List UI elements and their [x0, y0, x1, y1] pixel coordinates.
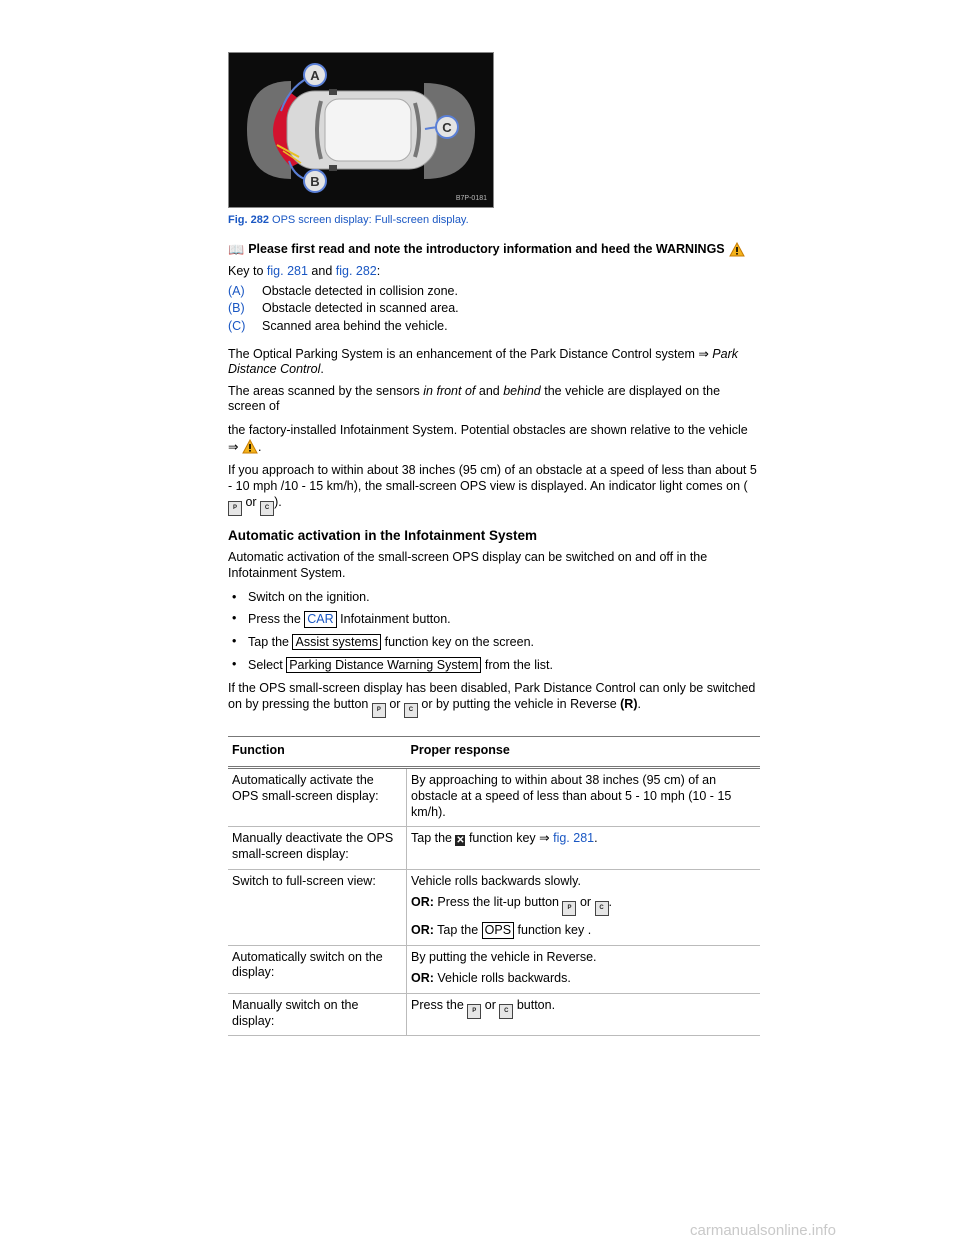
assist-systems-key[interactable]: Assist systems [292, 634, 381, 650]
key-text: Scanned area behind the vehicle. [262, 318, 448, 333]
camera-button-icon: C [499, 1004, 513, 1019]
para4-end: ). [274, 494, 282, 509]
svg-text:B: B [310, 174, 320, 189]
resp-line [411, 922, 756, 939]
section-para: Automatic activation of the small-screen OPS display can be switched on and off in the Infotainment System. [228, 550, 708, 580]
disabled-pre: If the OPS small-screen display has been disabled, Park Distance Control can only be switched on by pressing the button [228, 681, 756, 711]
section-title: Automatic activation in the Infotainment System [228, 527, 538, 543]
car-button[interactable]: CAR [304, 611, 336, 627]
step-text: Switch on the ignition. [248, 589, 370, 604]
resp-end: . [608, 895, 613, 910]
label-b-marker [304, 170, 326, 192]
step-text [248, 657, 553, 674]
park-assist-button-icon: P [228, 501, 242, 516]
key-letter: (A) [228, 283, 245, 298]
response-table [228, 736, 760, 1037]
para3-end: . [257, 439, 262, 454]
response-cell: By approaching to within about 38 inches (95 cm) of an obstacle at a speed of less than about 5 - 10 mph (10 - 15 km/h). [407, 768, 761, 827]
key-intro-post: : [376, 264, 381, 278]
key-text: Obstacle detected in collision zone. [262, 283, 458, 298]
resp-or: or [481, 998, 500, 1012]
intro-notice [228, 242, 760, 258]
step-text [248, 611, 451, 628]
step-item [228, 590, 760, 606]
resp-post: function key ⇒ [465, 831, 554, 846]
para-disabled [228, 681, 760, 718]
function-cell: Switch to full-screen view: [228, 869, 407, 945]
function-cell: Manually deactivate the OPS small-screen display: [228, 827, 407, 869]
svg-text:A: A [310, 68, 320, 83]
caption-text: OPS screen display: Full-screen display. [268, 214, 469, 226]
key-intro [228, 264, 760, 280]
resp-line: By putting the vehicle in Reverse. [411, 949, 597, 964]
disabled-or: or [385, 696, 404, 711]
park-assist-button-icon: P [467, 1004, 481, 1019]
resp-text: Tap the [433, 923, 482, 938]
resp-line [411, 895, 756, 916]
resp-pre: Press the [411, 998, 468, 1012]
caption-prefix: Fig. 282 [228, 214, 269, 226]
ops-function-key[interactable]: OPS [482, 922, 514, 938]
resp-post: button. [513, 998, 556, 1012]
key-item-a [228, 284, 760, 300]
step-item [228, 634, 760, 651]
label-c-marker [436, 116, 458, 138]
resp-line [411, 971, 756, 987]
warning-icon[interactable] [242, 439, 258, 454]
para2-pre: The areas scanned by the sensors [228, 383, 424, 398]
para2-em2: behind [503, 383, 541, 398]
disabled-end: . [637, 696, 641, 711]
step-post: from the list. [481, 657, 553, 672]
table-row [228, 945, 760, 993]
response-cell [407, 945, 761, 993]
response-cell [407, 869, 761, 945]
resp-text: function key . [514, 923, 592, 938]
key-letter: (B) [228, 301, 245, 316]
para-ops-enhancement [228, 347, 760, 378]
watermark: carmanualsonline.info [690, 1222, 836, 1239]
ops-figure [228, 52, 494, 208]
resp-text: Press the lit-up button [433, 895, 563, 910]
parking-distance-warning-key[interactable]: Parking Distance Warning System [286, 657, 481, 673]
para4-or: or [242, 494, 261, 509]
para1-pre: The Optical Parking System is an enhancement of the Park Distance Control system ⇒ [228, 346, 713, 361]
step-post: function key on the screen. [381, 634, 535, 649]
or-label: OR: [411, 971, 434, 986]
step-item [228, 657, 760, 674]
camera-button-icon: C [595, 901, 609, 916]
key-list [228, 284, 760, 335]
camera-button-icon: C [260, 501, 274, 516]
key-item-b [228, 301, 760, 317]
table-row [228, 869, 760, 945]
bullet: • [232, 589, 237, 604]
manual-page [228, 52, 760, 1036]
or-label: OR: [411, 923, 434, 938]
para-approach [228, 463, 760, 515]
pdc-reference[interactable]: Park Distance Control [228, 346, 738, 377]
table-row [228, 768, 760, 827]
table-row [228, 827, 760, 869]
key-text: Obstacle detected in scanned area. [262, 301, 459, 316]
table-row [228, 994, 760, 1036]
key-intro-pre: Key to [228, 264, 267, 278]
bullet: • [232, 656, 237, 671]
para3-text: the factory-installed Infotainment System. Potential obstacles are shown relative to the vehicle ⇒ [228, 423, 748, 454]
reverse-label: (R) [620, 696, 638, 711]
function-cell: Automatically activate the OPS small-screen display: [228, 768, 407, 827]
step-pre: Select [248, 657, 287, 672]
fig282-link[interactable]: fig. 282 [335, 264, 377, 278]
label-a-marker [304, 64, 326, 86]
function-cell: Automatically switch on the display: [228, 945, 407, 993]
park-assist-button-icon: P [372, 703, 386, 718]
response-cell [407, 994, 761, 1036]
para-scanned-areas [228, 384, 760, 415]
resp-pre: Tap the [411, 831, 456, 846]
resp-end: . [594, 831, 598, 846]
key-intro-mid: and [307, 264, 336, 278]
bullet: • [232, 611, 237, 626]
bullet: • [232, 633, 237, 648]
para2-em1: in front of [423, 383, 476, 398]
header-function: Function [228, 736, 407, 768]
key-item-c [228, 319, 760, 335]
intro-text: Please first read and note the introductory information and heed the WARNINGS [248, 242, 725, 257]
key-letter: (C) [228, 318, 246, 333]
figure-caption [228, 214, 760, 228]
disabled-post: or by putting the vehicle in Reverse [417, 696, 621, 711]
para2-post: the vehicle are displayed on the screen of [228, 383, 721, 414]
fig281-link[interactable]: fig. 281 [266, 264, 308, 278]
para1-post: . [320, 362, 324, 377]
step-text [248, 634, 534, 651]
step-post: Infotainment button. [336, 612, 451, 627]
camera-button-icon: C [404, 703, 418, 718]
para2-mid: and [475, 383, 504, 398]
figure-code: B7P-0181 [455, 195, 487, 203]
or-label: OR: [411, 895, 434, 910]
step-item [228, 611, 760, 628]
table-header-row [228, 736, 760, 768]
ops-diagram [229, 53, 493, 207]
resp-line: Vehicle rolls backwards slowly. [411, 873, 581, 888]
book-icon: 📖 [228, 241, 245, 257]
fig281-link[interactable]: fig. 281 [553, 831, 595, 846]
header-response: Proper response [407, 736, 761, 768]
steps-list [228, 590, 760, 674]
warning-icon [729, 242, 745, 257]
close-icon: ✕ [456, 835, 465, 847]
para4-text: If you approach to within about 38 inches (95 cm) of an obstacle at a speed of less than about 5 - 10 mph /10 - 15 km/h), the small-screen OPS view is displayed. An indicator light comes on ( [228, 463, 757, 493]
park-assist-button-icon: P [562, 901, 576, 916]
resp-text: Vehicle rolls backwards. [433, 971, 571, 986]
resp-or: or [576, 895, 595, 910]
function-cell: Manually switch on the display: [228, 994, 407, 1036]
step-pre: Press the [248, 612, 305, 627]
response-cell [407, 827, 761, 869]
step-pre: Tap the [248, 634, 293, 649]
para-infotainment [228, 423, 760, 455]
svg-text:C: C [442, 120, 452, 135]
